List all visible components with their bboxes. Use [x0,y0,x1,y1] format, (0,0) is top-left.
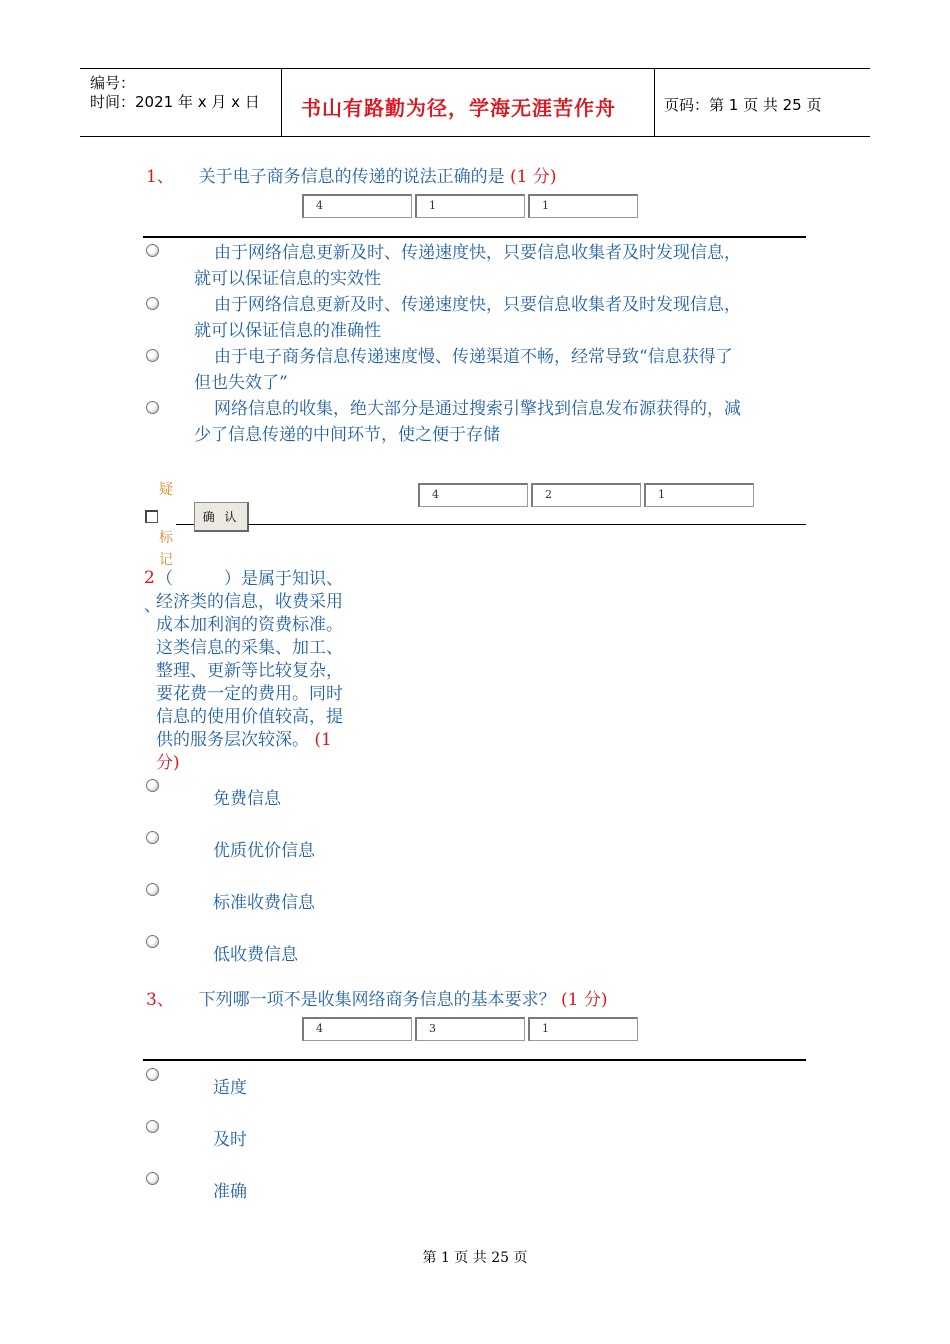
q1-option-4-line2: 少了信息传递的中间环节，使之便于存储 [194,425,500,445]
q1-title: 关于电子商务信息的传递的说法正确的是 [198,167,505,187]
q1-stat-box: 4 [302,194,412,218]
q3-number: 3、 [146,990,174,1010]
q2-number: 2 [144,568,155,588]
q1-number: 1、 [146,167,174,187]
q3-title-row [146,985,608,1010]
page-footer: 第 1 页 共 25 页 [422,1250,528,1266]
q2-option-4-radio[interactable] [146,935,159,948]
q2-score: (1 分) [156,730,332,773]
q3-option-3-text[interactable]: 准确 [213,1182,247,1202]
q1-option-3-radio[interactable] [146,349,159,362]
header-divider-1 [281,68,282,136]
header-top-rule [80,68,870,69]
q1-option-2-radio[interactable] [146,297,159,310]
q3-option-3-radio[interactable] [146,1172,159,1185]
mark-stat-box: 2 [531,483,641,507]
q1-option-4-line1: 网络信息的收集，绝大部分是通过搜索引擎找到信息发布源获得的，减 [214,399,741,419]
q3-title: 下列哪一项不是收集网络商务信息的基本要求？ [198,990,556,1010]
header-code-label: 编号： [90,74,136,92]
q1-title-row [146,162,557,187]
q1-stat-box: 1 [415,194,525,218]
q1-option-3-line2: 但也失效了” [194,373,288,393]
mark-checkbox[interactable] [145,510,158,523]
q1-option-3-line1: 由于电子商务信息传递速度慢、传递渠道不畅，经常导致“信息获得了 [214,347,733,367]
q1-option-4-radio[interactable] [146,401,159,414]
mark-rule [248,524,806,525]
q2-number-dot: 、 [144,596,161,616]
mark-label-ji: 记 [159,552,173,568]
header-divider-2 [654,68,655,136]
q1-stats [302,194,638,218]
header-bottom-rule [80,136,870,137]
q1-option-1-text[interactable] [194,240,741,292]
q2-option-3-text[interactable]: 标准收费信息 [213,893,315,913]
q2-option-3-radio[interactable] [146,883,159,896]
mark-stat-box: 4 [418,483,528,507]
q3-stat-box: 4 [302,1017,412,1041]
mark-label-biao: 标 [159,530,173,546]
header-motto: 书山有路勤为径，学海无涯苦作舟 [301,96,616,120]
mark-doubt-label: 疑 [159,482,173,498]
q3-option-1-text[interactable]: 适度 [213,1078,247,1098]
mark-underline [176,524,194,525]
confirm-button[interactable]: 确 认 [194,502,249,532]
mark-stats [418,483,754,507]
header-page-info: 页码：第 1 页 共 25 页 [664,96,822,114]
q3-option-2-radio[interactable] [146,1120,159,1133]
q2-option-2-text[interactable]: 优质优价信息 [213,841,315,861]
q2-question-text: （ ）是属于知识、经济类的信息，收费采用成本加利润的资费标准。这类信息的采集、加工、整理、更新等比较复杂，要花费一定的费用。同时信息的使用价值较高，提供的服务层次较深。 [156,569,343,750]
q2-option-2-radio[interactable] [146,831,159,844]
q3-option-1-radio[interactable] [146,1068,159,1081]
q3-stats [302,1017,638,1041]
q2-option-1-text[interactable]: 免费信息 [213,789,281,809]
q1-option-2-line1: 由于网络信息更新及时、传递速度快，只要信息收集者及时发现信息， [214,295,741,315]
mark-stat-box: 1 [644,483,754,507]
q1-option-2-line2: 就可以保证信息的准确性 [194,321,381,341]
q1-score: (1 分) [510,167,557,187]
q2-text-block [156,568,349,775]
q2-option-4-text[interactable]: 低收费信息 [213,945,298,965]
q1-option-1-line2: 就可以保证信息的实效性 [194,269,381,289]
q3-stat-box: 1 [528,1017,638,1041]
q1-option-4-text[interactable] [194,396,741,448]
q3-rule [143,1059,806,1061]
q3-stat-box: 3 [415,1017,525,1041]
q1-option-3-text[interactable] [194,344,733,396]
header-time-label: 时间：2021 年 x 月 x 日 [90,93,260,111]
q1-option-1-line1: 由于网络信息更新及时、传递速度快，只要信息收集者及时发现信息， [214,243,741,263]
q3-score: (1 分) [561,990,608,1010]
q1-rule [143,236,806,238]
q2-option-1-radio[interactable] [146,779,159,792]
q1-option-2-text[interactable] [194,292,741,344]
q3-option-2-text[interactable]: 及时 [213,1130,247,1150]
q1-stat-box: 1 [528,194,638,218]
q1-option-1-radio[interactable] [146,244,159,257]
